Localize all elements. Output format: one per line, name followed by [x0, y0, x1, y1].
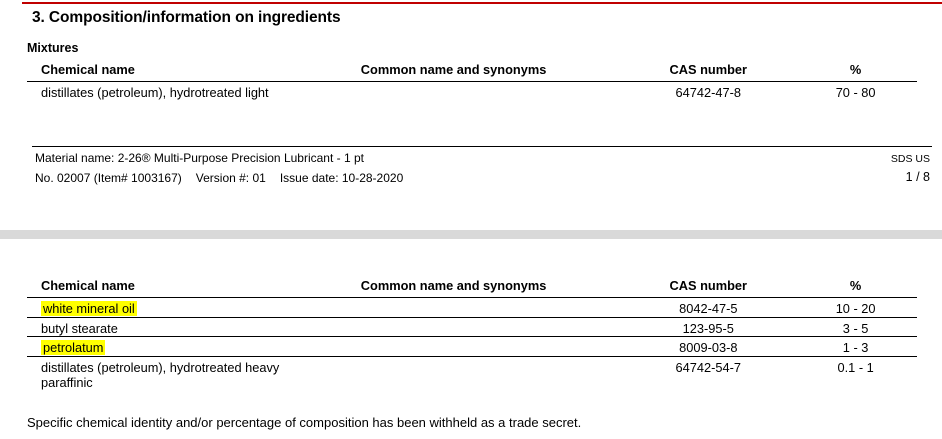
cell-percent: 3 - 5 [794, 317, 917, 337]
cell-common-name [285, 317, 623, 337]
highlighted-chemical-name: white mineral oil [43, 301, 135, 316]
cell-common-name [285, 356, 623, 391]
column-header-cas-number: CAS number [622, 62, 794, 82]
cell-cas-number: 123-95-5 [622, 317, 794, 337]
highlighted-chemical-name: petrolatum [43, 340, 104, 356]
trade-secret-note: Specific chemical identity and/or percentage of composition has been withheld as a trade secret. [27, 415, 582, 430]
table-row [27, 298, 917, 318]
cell-chemical-name: distillates (petroleum), hydrotreated light [41, 85, 269, 100]
cell-chemical-name [27, 298, 285, 318]
page-title: 3. Composition/information on ingredients [32, 9, 341, 26]
table-header-row [27, 62, 917, 82]
cell-common-name [285, 337, 623, 357]
footer-material-name: Material name: 2-26® Multi-Purpose Precision Lubricant - 1 pt [35, 151, 364, 165]
footer-sds-region: SDS US [890, 153, 930, 165]
column-header-cas-number: CAS number [622, 278, 794, 298]
table-row [27, 82, 917, 101]
table-row [27, 356, 917, 391]
cell-common-name [285, 82, 623, 101]
cell-percent: 70 - 80 [835, 85, 876, 100]
cell-chemical-name: distillates (petroleum), hydrotreated heavy paraffinic [41, 359, 280, 391]
footer-meta-line [35, 171, 403, 185]
table-header-row [27, 278, 917, 298]
mixtures-label: Mixtures [27, 41, 79, 55]
cell-percent: 10 - 20 [794, 298, 917, 318]
cell-cas-number: 8042-47-5 [622, 298, 794, 318]
footer-divider [32, 146, 932, 147]
footer-page-number: 1 / 8 [905, 170, 930, 184]
footer-version: Version #: 01 [195, 171, 266, 185]
cell-cas-number: 64742-47-8 [675, 85, 742, 100]
cell-chemical-name: butyl stearate [27, 317, 285, 337]
table-row [27, 317, 917, 337]
footer-issue-date: Issue date: 10-28-2020 [279, 171, 404, 185]
top-red-rule [22, 2, 942, 4]
cell-common-name [285, 298, 623, 318]
cell-cas-number: 64742-54-7 [675, 359, 742, 375]
cell-chemical-name [27, 337, 285, 357]
page-break-band [0, 230, 942, 239]
ingredients-table-top [27, 62, 917, 101]
table-row [27, 337, 917, 357]
column-header-chemical-name: Chemical name [27, 278, 285, 298]
cell-percent: 0.1 - 1 [837, 359, 874, 375]
column-header-common-name: Common name and synonyms [285, 62, 623, 82]
ingredients-table-bottom [27, 278, 917, 391]
column-header-common-name: Common name and synonyms [285, 278, 623, 298]
cell-cas-number: 8009-03-8 [622, 337, 794, 357]
footer-number: No. 02007 (Item# 1003167) [35, 171, 182, 185]
column-header-chemical-name: Chemical name [27, 62, 285, 82]
column-header-percent: % [794, 62, 917, 82]
column-header-percent: % [794, 278, 917, 298]
cell-percent: 1 - 3 [794, 337, 917, 357]
